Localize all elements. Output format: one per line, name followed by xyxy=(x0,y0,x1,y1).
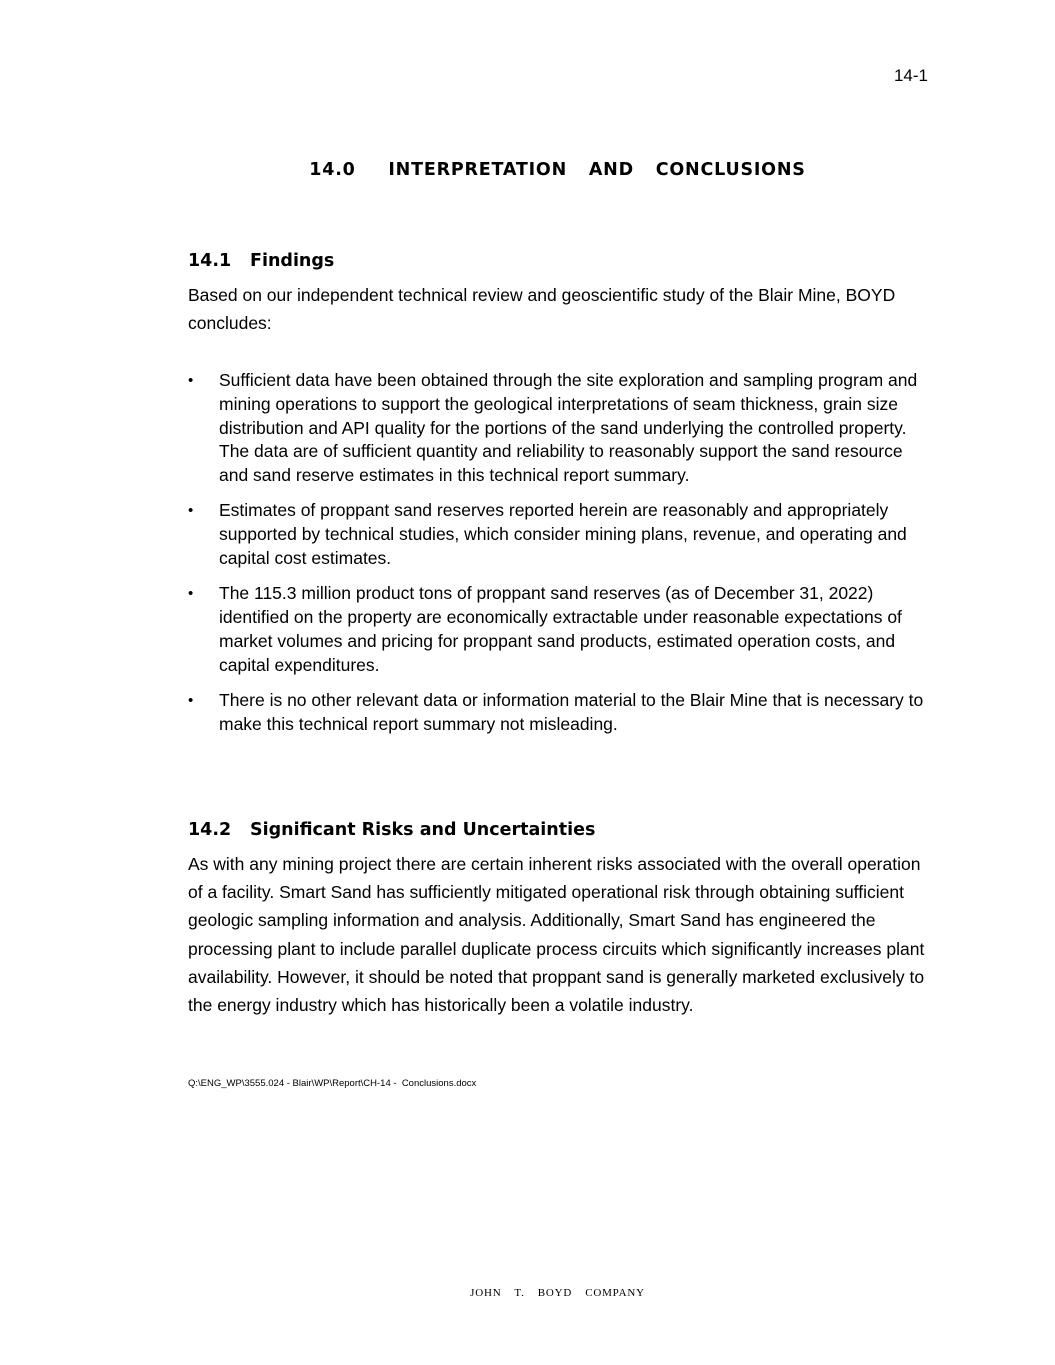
list-item-text: Estimates of proppant sand reserves reported herein are reasonably and appropriately supported by technical studies, which consider mining plans, revenue, and operating and capital cost estimates. xyxy=(219,500,907,569)
company-footer: JOHN T. BOYD COMPANY xyxy=(470,1287,645,1299)
findings-intro: Based on our independent technical review and geoscientific study of the Blair Mine, BOYD concludes: xyxy=(188,285,896,334)
list-item-text: The 115.3 million product tons of proppant sand reserves (as of December 31, 2022) identified on the property are economically extractable under reasonable expectations of market volumes and pricing for proppant sand products, estimated operation costs, and capital expenditures. xyxy=(219,583,902,675)
bullet-icon: • xyxy=(188,502,194,520)
findings-list xyxy=(188,369,933,748)
risks-body: As with any mining project there are certain inherent risks associated with the overall operation of a facility. Smart Sand has sufficiently mitigated operational risk through obtaining sufficient geologic sampling information and analysis. Additionally, Smart Sand has engineered the processing plant to include parallel duplicate process circuits which significantly increases plant availability. However, it should be noted that proppant sand is generally marketed exclusively to the energy industry which has historically been a volatile industry. xyxy=(188,854,925,1016)
section-heading-risks xyxy=(188,820,595,840)
bullet-icon: • xyxy=(188,585,194,603)
bullet-icon: • xyxy=(188,372,194,389)
bullet-icon: • xyxy=(188,692,194,710)
section-number: 14.2 xyxy=(188,820,232,840)
section-title: Significant Risks and Uncertainties xyxy=(250,820,596,840)
list-item xyxy=(188,689,933,737)
list-item-text: Sufficient data have been obtained through the site exploration and sampling program and mining operations to support the geological interpretations of seam thickness, grain size distribution and API quality for the portions of the sand underlying the controlled property. The data are of sufficient quantity and reliability to reasonably support the sand resource and sand reserve estimates in this technical report summary. xyxy=(219,370,918,486)
chapter-title: 14.0 INTERPRETATION AND CONCLUSIONS xyxy=(309,160,806,180)
file-path: Q:\ENG_WP\3555.024 - Blair\WP\Report\CH-14 - Conclusions.docx xyxy=(188,1078,477,1089)
list-item-text: There is no other relevant data or information material to the Blair Mine that is necessary to make this technical report summary not misleading. xyxy=(219,690,924,734)
list-item xyxy=(188,499,933,570)
section-number: 14.1 xyxy=(188,251,232,271)
list-item xyxy=(188,582,933,677)
list-item xyxy=(188,369,933,488)
section-title: Findings xyxy=(250,251,335,271)
page-number: 14-1 xyxy=(893,66,928,85)
section-heading-findings xyxy=(188,251,334,271)
